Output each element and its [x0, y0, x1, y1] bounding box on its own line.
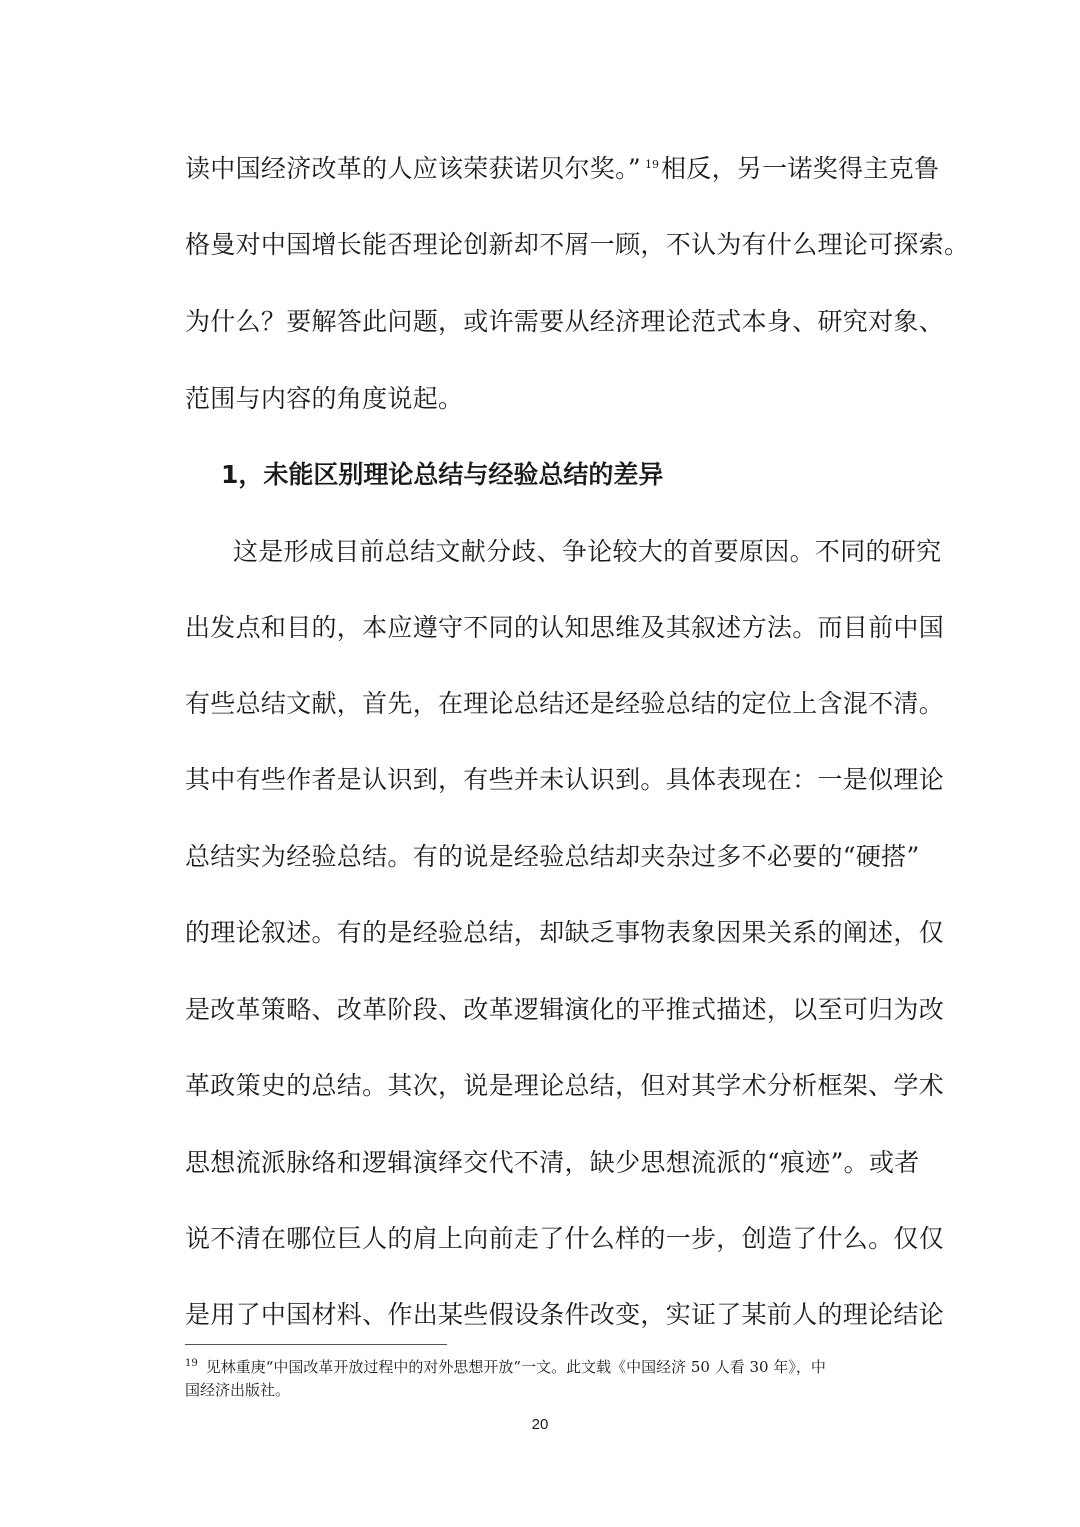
body-line-4: 范围与内容的角度说起。: [185, 384, 464, 413]
footnote-text-line-1: 见林重庚“中国改革开放过程中的对外思想开放”一文。此文载《中国经济 50 人看 30 年》，中: [205, 1358, 826, 1376]
footnote-separator: [185, 1344, 447, 1345]
body-line-15: 是用了中国材料、作出某些假设条件改变，实证了某前人的理论结论: [185, 1300, 945, 1329]
footnote: [185, 1356, 897, 1378]
body-line-7: 有些总结文献，首先，在理论总结还是经验总结的定位上含混不清。: [185, 689, 945, 718]
body-line-9: 总结实为经验总结。有的说是经验总结却夹杂过多不必要的“硬搭”: [185, 842, 920, 871]
body-line-14: 说不清在哪位巨人的肩上向前走了什么样的一步，创造了什么。仅仅: [185, 1224, 945, 1253]
footnote-number: 19: [185, 1358, 198, 1369]
body-line-8: 其中有些作者是认识到，有些并未认识到。具体表现在：一是似理论: [185, 765, 945, 794]
body-line-10: 的理论叙述。有的是经验总结，却缺乏事物表象因果关系的阐述，仅: [185, 918, 945, 947]
body-line-5: 这是形成目前总结文献分歧、争论较大的首要原因。不同的研究: [233, 537, 942, 566]
body-line-11: 是改革策略、改革阶段、改革逻辑演化的平推式描述，以至可归为改: [185, 995, 945, 1024]
section-heading: 1，未能区别理论总结与经验总结的差异: [221, 460, 664, 489]
body-line-6: 出发点和目的，本应遵守不同的认知思维及其叙述方法。而目前中国: [185, 613, 945, 642]
body-line-3: 为什么？要解答此问题，或许需要从经济理论范式本身、研究对象、: [185, 307, 945, 336]
footnote-text-line-2: 国经济出版社。: [185, 1381, 291, 1399]
footnote-reference[interactable]: 19: [644, 157, 659, 171]
body-line-13: 思想流派脉络和逻辑演绎交代不清，缺少思想流派的“痕迹”。或者: [185, 1148, 920, 1177]
body-line-2: 格曼对中国增长能否理论创新却不屑一顾，不认为有什么理论可探索。: [185, 230, 970, 259]
page-number: 20: [531, 1416, 549, 1433]
body-line-12: 革政策史的总结。其次，说是理论总结，但对其学术分析框架、学术: [185, 1071, 945, 1100]
body-line-1: 读中国经济改革的人应该荣获诺贝尔奖。” $^{19}$相反，另一诺奖得主克鲁: [185, 154, 940, 183]
